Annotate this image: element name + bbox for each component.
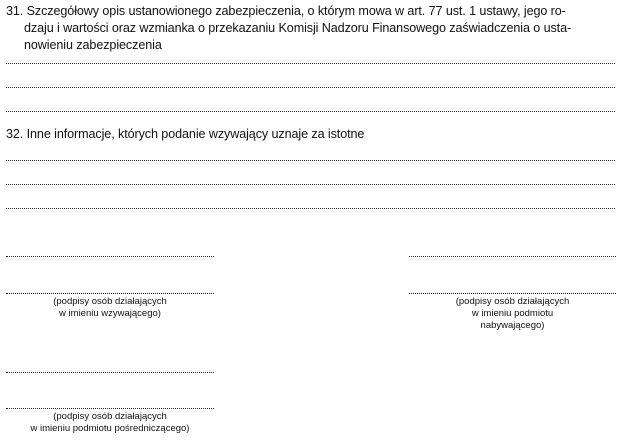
item-32-fill-line-2[interactable] xyxy=(6,184,615,185)
signature-nabywajacy-line-2[interactable] xyxy=(409,293,616,294)
item-31-fill-line-1[interactable] xyxy=(6,63,615,64)
signature-wzywajacy-line-2[interactable] xyxy=(6,293,214,294)
item-31-fill-line-3[interactable] xyxy=(6,111,615,112)
caption-wzywajacy-line-2: w imieniu wzywającego) xyxy=(59,308,161,319)
item-32-heading: 32. Inne informacje, których podanie wzywający uznaje za istotne xyxy=(6,127,365,141)
signature-posredniczacy-caption xyxy=(6,411,214,435)
item-31-fill-line-2[interactable] xyxy=(6,87,615,88)
signature-posredniczacy-line-2[interactable] xyxy=(6,408,214,409)
caption-nabywajacy-line-2: w imieniu podmiotu xyxy=(471,308,554,319)
caption-nabywajacy-line-1: (podpisy osób działających xyxy=(455,296,570,307)
signature-wzywajacy-caption xyxy=(6,296,214,320)
signature-posredniczacy-line-1[interactable] xyxy=(6,372,214,373)
signature-nabywajacy-line-1[interactable] xyxy=(409,256,616,257)
signature-wzywajacy-line-1[interactable] xyxy=(6,256,214,257)
signature-nabywajacy-caption xyxy=(409,296,616,332)
item-32-fill-line-3[interactable] xyxy=(6,208,615,209)
caption-wzywajacy-line-1: (podpisy osób działających xyxy=(53,296,167,307)
item-31-heading xyxy=(6,3,620,54)
item-31-line-3: nowieniu zabezpieczenia xyxy=(24,38,162,52)
caption-posredniczacy-line-1: (podpisy osób działających xyxy=(53,411,167,422)
item-31-line-1: 31. Szczegółowy opis ustanowionego zabezpieczenia, o którym mowa w art. 77 ust. 1 ustawy, jego ro- xyxy=(6,4,566,18)
item-31-line-2: dzaju i wartości oraz wzmianka o przekazaniu Komisji Nadzoru Finansowego zaświadczenia o usta- xyxy=(24,21,572,35)
caption-nabywajacy-line-3: nabywającego) xyxy=(480,320,545,331)
caption-posredniczacy-line-2: w imieniu podmiotu pośredniczącego) xyxy=(30,423,190,434)
item-32-fill-line-1[interactable] xyxy=(6,160,615,161)
